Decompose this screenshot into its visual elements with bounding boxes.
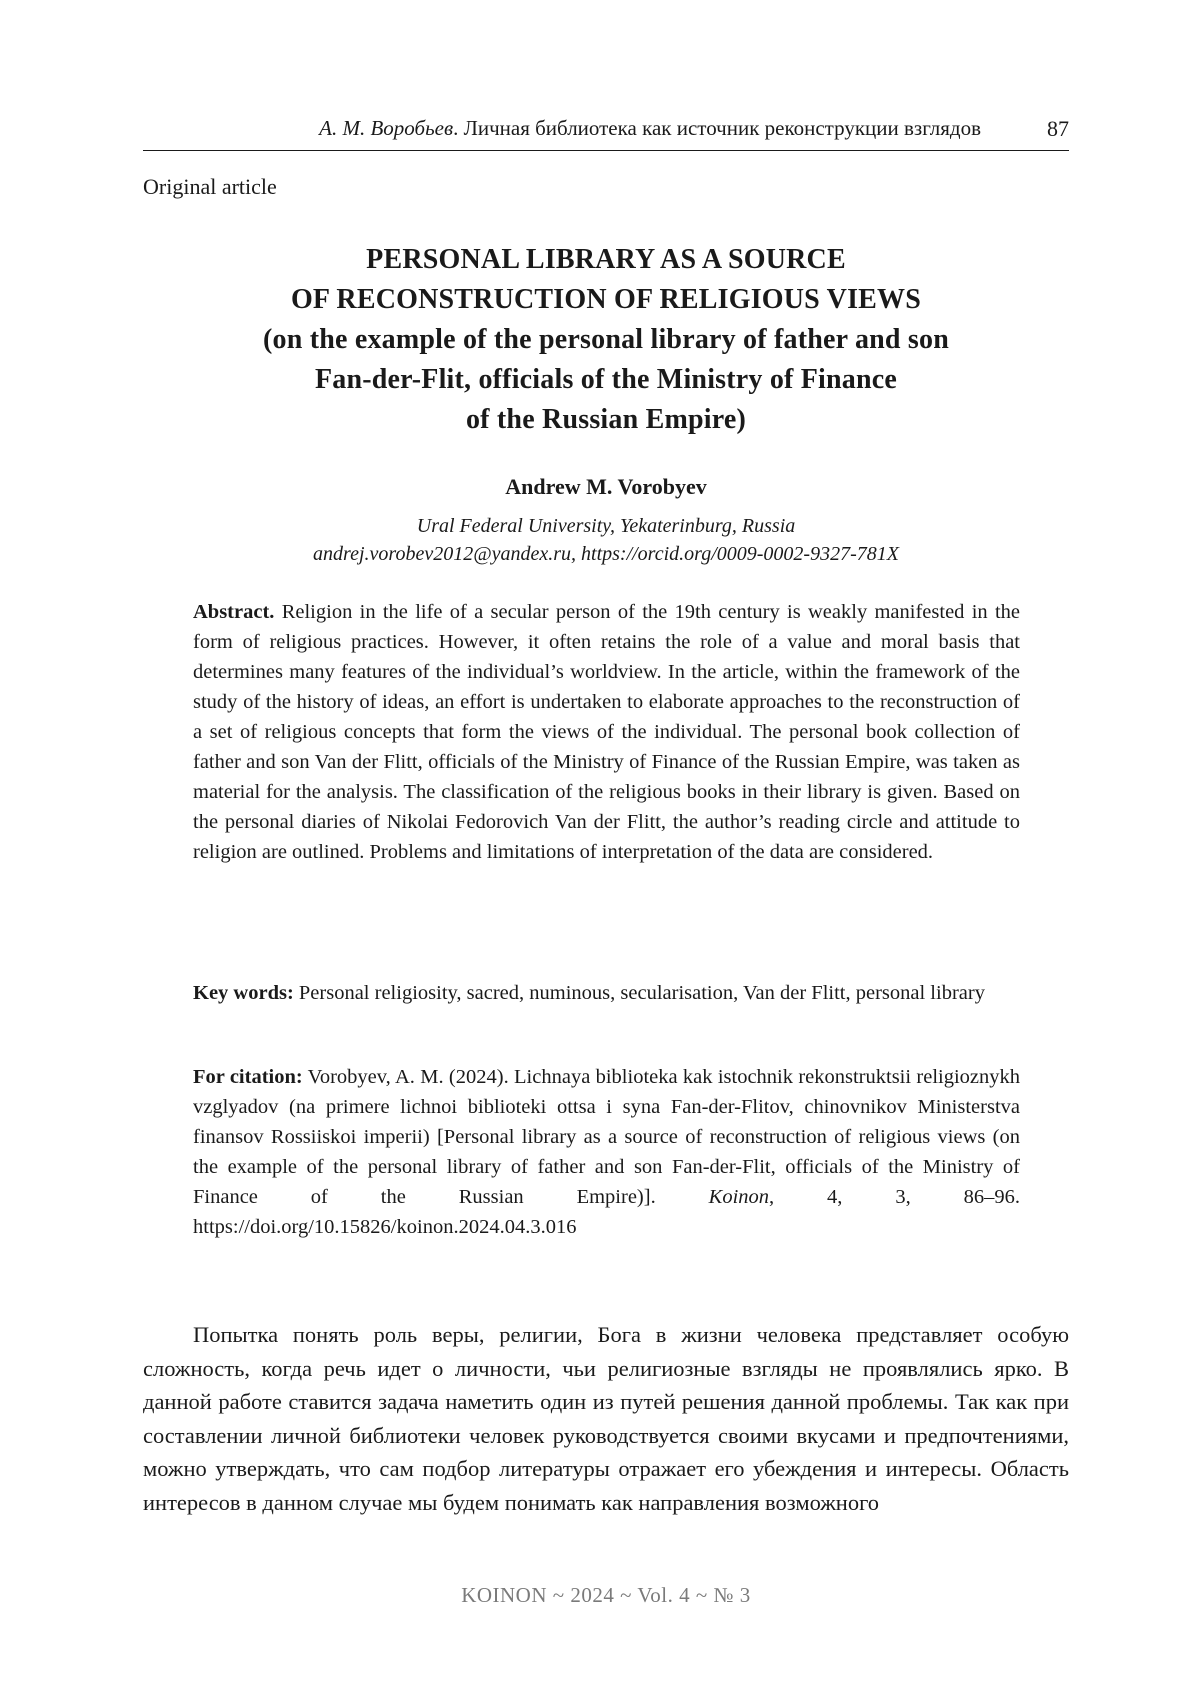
keywords-label: Key words: — [193, 982, 294, 1004]
keywords — [193, 978, 1020, 1008]
citation-label: For citation: — [193, 1066, 303, 1088]
citation-journal: Koinon — [708, 1186, 770, 1208]
page-number: 87 — [1047, 116, 1069, 141]
citation-text: Vorobyev, A. M. (2024). Lichnaya biblioteka kak istochnik rekonstruktsii religioznykh vzglyadov (na primere lichnoi biblioteki ottsa i syna Fan-der-Flitov, chinovnikov Ministerstva finansov Rossiiskoi imperii) [Personal library as a source of reconstruction of religious views (on the example of the personal library of father and son Fan-der-Flit, officials of the Ministry of Finance of the Russian Empire)]. — [193, 1066, 1021, 1208]
abstract-text: Religion in the life of a secular person of the 19th century is weakly manifested in the form of religious practices. However, it often retains the role of a value and moral basis that determines many features of the individual’s worldview. In the article, within the framework of the study of the history of ideas, an effort is undertaken to elaborate approaches to the reconstruction of a set of religious concepts that form the views of the individual. The personal book collection of father and son Van der Flitt, officials of the Ministry of Finance of the Russian Empire, was taken as material for the analysis. The classification of the religious books in their library is given. Based on the personal diaries of Nikolai Fedorovich Van der Flitt, the author’s reading circle and attitude to religion are outlined. Problems and limitations of interpretation of the data are considered. — [193, 601, 1020, 863]
author-name: Andrew M. Vorobyev — [505, 474, 707, 499]
title-line: PERSONAL LIBRARY AS A SOURCE — [366, 244, 846, 275]
running-header-text — [319, 116, 981, 141]
article-type: Original article — [143, 174, 277, 199]
keywords-text: Personal religiosity, sacred, numinous, secularisation, Van der Flitt, personal library — [298, 982, 985, 1004]
abstract — [193, 597, 1020, 867]
body-paragraph: Попытка понять роль веры, религии, Бога в жизни человека представляет особую сложность, когда речь идет о личности, чьи религиозные взгляды не проявлялись ярко. В данной работе ставится задача наметить один из путей решения данной проблемы. Так как при составлении личной библиотеки человек руководствуется своими вкусами и предпочтениями, можно утверждать, что сам подбор литературы отражает его убеждения и интересы. Область интересов в данном случае мы будем понимать как направления возможного — [143, 1322, 1069, 1515]
author-contacts: andrej.vorobev2012@yandex.ru, https://orcid.org/0009-0002-9327-781X — [313, 543, 899, 565]
running-header-author: А. М. Воробьев — [319, 116, 454, 140]
abstract-label: Abstract. — [193, 601, 275, 623]
title-line: OF RECONSTRUCTION OF RELIGIOUS VIEWS — [290, 284, 922, 315]
citation — [193, 1062, 1020, 1242]
author-affiliation-block — [143, 512, 1069, 568]
title-line: of the Russian Empire) — [465, 404, 746, 435]
article-title — [143, 240, 1069, 440]
running-header-title: . Личная библиотека как источник реконструкции взглядов — [453, 116, 981, 140]
running-footer: KOINON ~ 2024 ~ Vol. 4 ~ № 3 — [461, 1583, 751, 1607]
author-affiliation: Ural Federal University, Yekaterinburg, Russia — [416, 515, 796, 537]
title-line: Fan-der-Flit, officials of the Ministry of Finance — [314, 364, 898, 395]
title-line: (on the example of the personal library of father and son — [263, 324, 949, 355]
running-header — [143, 116, 1069, 151]
citation-details: , 4, 3, 86–96. https://doi.org/10.15826/koinon.2024.04.3.016 — [193, 1186, 1021, 1238]
